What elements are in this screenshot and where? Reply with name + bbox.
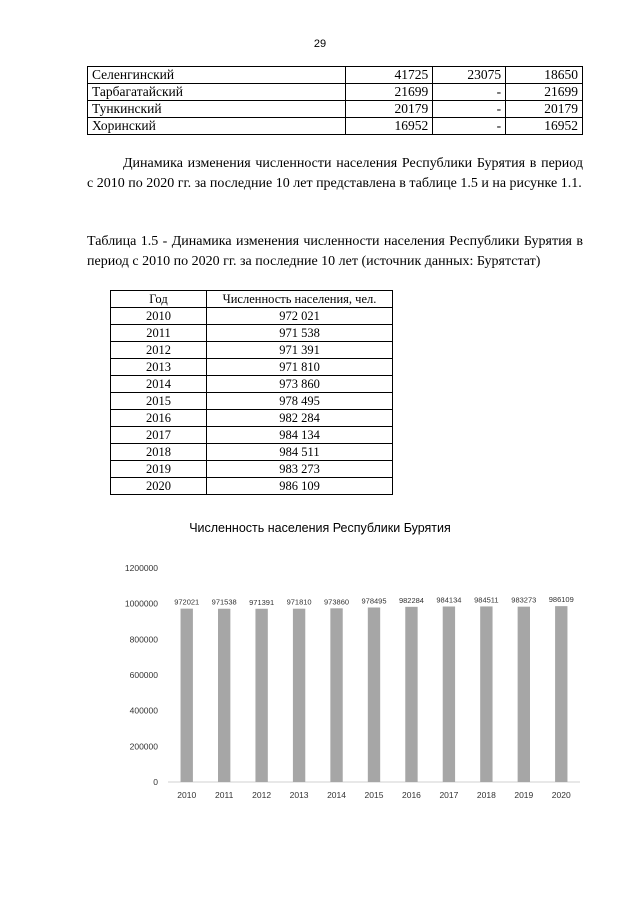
district-value-2: - [433,84,506,101]
bar-2015 [368,608,380,782]
bar-value-label: 983273 [511,595,537,605]
population-row [111,308,393,325]
bar-2013 [293,609,305,782]
table-caption: Таблица 1.5 - Динамика изменения численности населения Республики Бурятия в период с 2010 по 2020 гг. за последние 10 лет (источник данных: Бурятстат) [87,234,583,269]
bar-2018 [480,606,492,782]
population-row [111,444,393,461]
page-number: 29 [313,38,327,50]
population-cell: 973 860 [207,376,393,393]
district-value-3: 20179 [506,101,583,118]
y-tick-label: 600000 [129,670,158,680]
district-value-2: 23075 [433,67,506,84]
bar-value-label: 971391 [249,597,275,607]
y-tick-label: 0 [153,777,158,787]
bar-value-label: 978495 [361,596,387,606]
population-cell: 971 810 [207,359,393,376]
bar-2020 [555,606,567,782]
bar-value-label: 986109 [548,595,574,605]
year-cell: 2019 [111,461,207,478]
bar-value-label: 982284 [398,595,424,605]
district-value-1: 16952 [346,118,433,135]
y-tick-label: 1000000 [124,598,158,609]
x-tick-label: 2010 [177,790,197,800]
bar-2010 [181,609,193,782]
bar-2012 [255,609,267,782]
y-tick-label: 200000 [129,741,158,752]
x-tick-label: 2019 [514,790,534,800]
bar-value-label: 973860 [324,597,350,607]
y-tick-label: 800000 [129,634,158,645]
bar-value-label: 971538 [211,597,237,607]
district-name: Селенгинский [88,67,346,84]
district-value-2: - [433,101,506,118]
population-row [111,393,393,410]
chart-title: Численность населения Республики Бурятия [189,521,451,535]
bar-2019 [518,607,530,782]
year-cell: 2017 [111,427,207,444]
population-row [111,342,393,359]
x-tick-label: 2012 [252,790,272,800]
year-cell: 2013 [111,359,207,376]
x-tick-label: 2020 [551,790,571,800]
year-cell: 2011 [111,325,207,342]
bar-2014 [330,608,342,782]
population-row [111,478,393,495]
district-row [88,84,583,101]
district-row [88,67,583,84]
population-row [111,325,393,342]
x-tick-label: 2015 [364,790,384,800]
bar-value-label: 972021 [174,597,200,607]
header-year: Год [111,291,207,308]
bar-value-label: 984134 [436,595,462,605]
population-cell: 984 511 [207,444,393,461]
district-value-1: 21699 [346,84,433,101]
bar-value-label: 971810 [286,597,312,607]
population-cell: 984 134 [207,427,393,444]
district-name: Тарбагатайский [88,84,346,101]
x-tick-label: 2011 [215,790,234,800]
bar-2011 [218,609,230,782]
population-row [111,461,393,478]
y-tick-label: 400000 [129,705,158,716]
population-cell: 972 021 [207,308,393,325]
population-cell: 971 391 [207,342,393,359]
bar-value-label: 984511 [474,595,499,605]
y-tick-label: 1200000 [124,563,158,573]
bar-2016 [405,607,417,782]
population-row [111,410,393,427]
district-value-1: 41725 [346,67,433,84]
population-row [111,359,393,376]
x-tick-label: 2014 [327,790,347,800]
year-cell: 2018 [111,444,207,461]
district-row [88,118,583,135]
header-population: Численность населения, чел. [207,291,393,308]
population-cell: 986 109 [207,478,393,495]
intro-paragraph: Динамика изменения численности населения Республики Бурятия в период с 2010 по 2020 гг. за последние 10 лет представлена в таблице 1.5 и на рисунке 1.1. [87,156,583,191]
year-cell: 2016 [111,410,207,427]
year-cell: 2010 [111,308,207,325]
district-table [87,66,583,135]
district-value-1: 20179 [346,101,433,118]
population-cell: 971 538 [207,325,393,342]
x-tick-label: 2013 [289,790,309,800]
district-value-3: 18650 [506,67,583,84]
population-cell: 978 495 [207,393,393,410]
district-value-2: - [433,118,506,135]
population-table-header-row [111,291,393,308]
x-tick-label: 2018 [476,790,496,800]
district-value-3: 21699 [506,84,583,101]
year-cell: 2014 [111,376,207,393]
population-table [110,290,393,495]
population-cell: 982 284 [207,410,393,427]
district-name: Тункинский [88,101,346,118]
bar-2017 [443,606,455,782]
district-value-3: 16952 [506,118,583,135]
district-name: Хоринский [88,118,346,135]
population-cell: 983 273 [207,461,393,478]
year-cell: 2020 [111,478,207,495]
year-cell: 2012 [111,342,207,359]
district-row [88,101,583,118]
x-tick-label: 2017 [439,790,459,800]
year-cell: 2015 [111,393,207,410]
population-row [111,376,393,393]
x-tick-label: 2016 [401,790,421,800]
population-bar-chart [110,555,590,805]
population-row [111,427,393,444]
